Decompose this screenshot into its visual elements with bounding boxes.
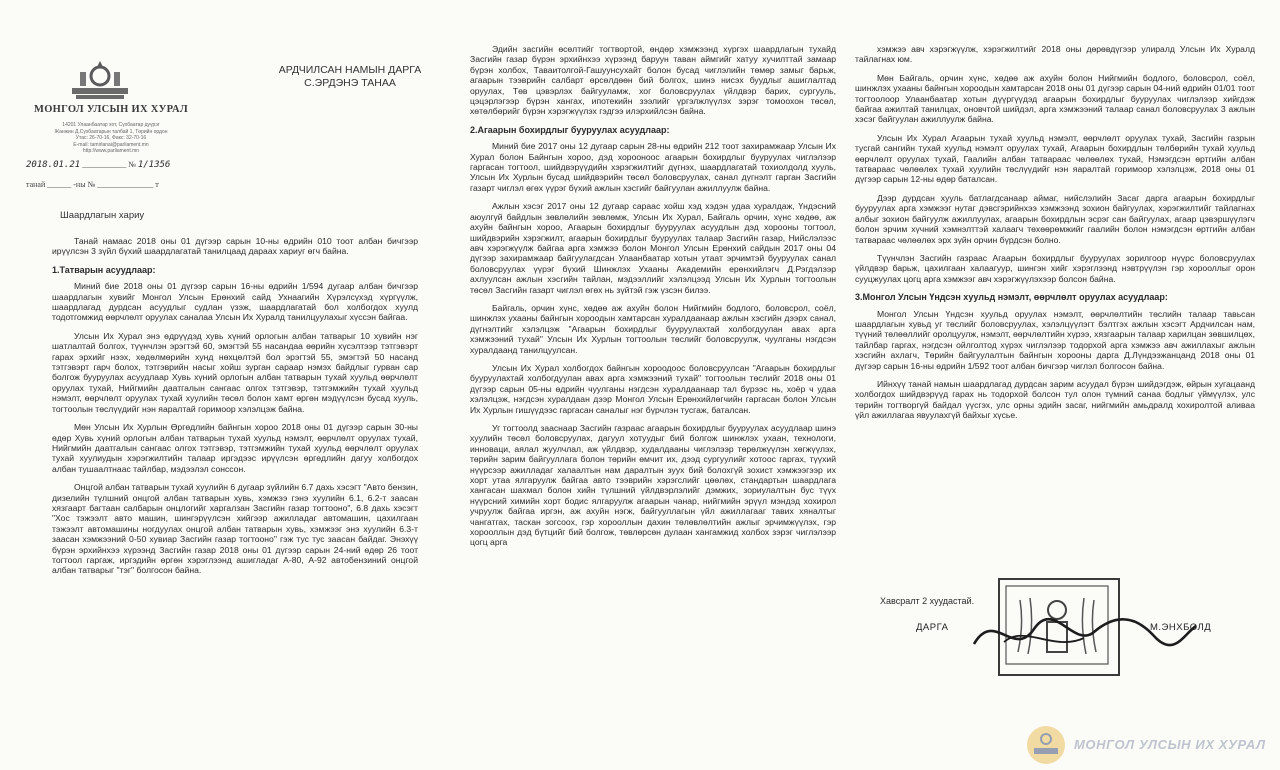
signer-name: М.ЭНХБОЛД — [1150, 622, 1212, 633]
handwritten-signature — [964, 604, 1200, 664]
paragraph: Монгол Улсын Үндсэн хуульд оруулах нэмэлт, өөрчлөлтийн төслийн талаар тавьсан шаардлагын хувьд уг төслийг боловсруулах, хэлэлцүүлэгт бэлтгэх ажлын хэсэгт Ардчилсан нам, түүний төлөөллийг оролцуулж, нэмэлт, өөрчлөлтийн хүрээ, хязгаарын талаар харилцан зөвшилцөх, тайлбар гаргах, нэгдсэн ойлголтод хүрэх чиглэлээр тодорхой арга хэмжээ авч ажиллахыг ажлын хэсгийн ахлагч, Төрийн байгуулалтын байнгын хорооны дарга Д.Лүндээжанцанд 2018 оны 01 дүгээр сарын 16-ны өдрийн 1/592 тоот албан бичгээр чиглэл болгосон байна. — [855, 308, 1255, 371]
parliament-logo-icon — [1024, 724, 1068, 766]
reply-reference-line: танай ______ -ны № ______________ т — [26, 180, 159, 189]
reg-sep: № — [128, 160, 136, 169]
document-heading: Шаардлагын хариу — [60, 210, 145, 221]
paragraph: Танай намаас 2018 оны 01 дүгээр сарын 10-ны өдрийн 010 тоот албан бичгээр ирүүлсэн 3 зүйл бүхий шаардлагатай танилцаад дараах хариуг өгч байна. — [52, 236, 418, 257]
paragraph: Ийнхүү танай намын шаардлагад дурдсан зарим асуудал бүрэн шийдэгдэж, өйрын хугацаанд холбогдох шийдвэрүүд гарах нь тодорхой болсон тул олон түмний санаа бодлыг үймүүлэх, улс төрийн тогтворгүй байдал үүсгэх, улс орны эдийн засаг, нийгмийн амьдралд хохиролтой аливаа үйл ажиллагаа явуулахгүй байхыг хүсье. — [855, 378, 1255, 421]
reg-date: 2018.01.21 — [26, 160, 81, 170]
signer-title: ДАРГА — [916, 622, 949, 633]
registration-line: 2018.01.21 ___________ № 1/1356 — [26, 160, 171, 170]
paragraph: Миний бие 2017 оны 12 дугаар сарын 28-ны өдрийн 212 тоот захирамжаар Улсын Их Хурал болон Байнгын хороо, дэд хорооноос агаарын бохирдлыг бууруулах чиглэлээр гаргасан тогтоол, шийдвэрүүдийн хэрэгжилтийг дүгнэх, шаардлагатай тохиолдолд хууль, Улсын Их Хурлын бусад шийдвэрийн төсөл боловсруулах, санал дүгнэлт гарган Засгийн газарт чиглэл өгөх үүрэг бүхий ажлын хэсгийг байгуулан ажиллуулж байна. — [470, 141, 836, 193]
paragraph: Мөн Улсын Их Хурлын Өргөдлийн байнгын хороо 2018 оны 01 дүгээр сарын 30-ны өдөр Хувь хүний орлогын албан татварын тухай хуульд нэмэлт, өөрчлөлт оруулах тухай, Нийгмийн даатгалын сангаас олгох тэтгэвэр, тэтгэмжийн тухай хуульд өөрчлөлт оруулах тухай хуулиудын хэрэгжилтийн талаар иргэдээс ирүүлсэн өргөдлийн дагуу холбогдох албан тушаалтнаас тайлбар, мэдээлэл сонссон. — [52, 422, 418, 474]
paragraph: хэмжээ авч хэрэгжүүлж, хэрэгжилтийг 2018 оны дөрөвдүгээр улиралд Улсын Их Хуралд тайлагнах юм. — [855, 44, 1255, 65]
address-line: E-mail: tamirlanai@parliament.mn — [73, 141, 149, 148]
paragraph: Онцгой албан татварын тухай хуулийн 6 дугаар зүйлийн 6.7 дахь хэсэгт "Авто бензин, дизелийн түлшний онцгой албан татварын хувь, хэмжээ гэнэ хуулийн 6.1, 6.2-т заасан хязгаарт багтаан салбарын онцлогийг харгалзан Засгийн газар тогтооно", 6.8 дахь хэсэгт "Хос тэжээлт авто машин, шингэрүүлсэн хийгээр ажилладаг автомашин, цахилгаан тэжээлт автомашины ногдуулах онцгой албан татварын хувь, хэмжээг энэ хуулийн 6.3-т заасан хэмжээний 0-50 хувиар Засгийн газар тогтооно" гэж тус тус заасан байдаг. Энэхүү бүрэн эрхийнхээ хүрээнд Засгийн газар 2018 оны 01 дүгээр сарын 24-ний өдөр 26 тоот тогтоол гаргаж, иргэдийн өргөн хэрэглээнд ашигладаг А-80, А-92 автобензиний онцгой албан татварыг "тэг" болгосон байна. — [52, 482, 418, 576]
attachment-note: Хавсралт 2 хуудастай. — [880, 596, 975, 606]
address-line: Утас: 26-70-16, Факс: 32-70-16 — [75, 135, 147, 142]
paragraph: Улсын Их Хурал энэ өдрүүдэд хувь хүний орлогын албан татварыг 10 хувийн нэг шатлалтай болгох, түүнчлэн эрэгтэй 60, эмэгтэй 55 насандаа өөрийн хүсэлтээр тэтгэвэрт гарах эрхийг нээх, хөдөлмөрийн хунд нөхцөлтэй бол эрэгтэй 55, эмэгтэй 50 насанд тэтгэвэрт гарч болох, тэтгэврийн насыг хойш зурган сараар нэмэх байдлыг гурван сар болгож бууруулах асуудлаар Хувь хүний орлогын албан татварын тухай хуульд өөрчлөлт оруулах тухай, Нийгмийн даатгалын сангаас олгох тэтгэвэр, тэтгэмжийн тухай хуульд нэмэлт, өөрчлөлт оруулах тухай хуулийн төсөл болон хамт өргөн мэдүүлсэн бусад хууль, тогтоолын төслүүдийг нэн яаралтай горимоор хэлэлцэж байна. — [52, 330, 418, 414]
address-block — [26, 122, 196, 155]
paragraph: Улсын Их Хурал холбогдох байнгын хороодоос боловсруулсан "Агаарын бохирдлыг бууруулахтай холбогдуулан авах арга хэмжээний тухай" тогтоолын төслийг 2018 оны 01 дүгээр сарын 05-ны өдрийн чуулганы нэгдсэн хуралдаанаар тал бүрээс нь, хоёр ч удаа хэлэлцэж, нэгдсэн хуралдаан дээр Монгол Улсын Ерөнхийлөгчийн гаргасан болон Улсын Их Хурлын гишүүдээс гаргасан саналыг нэг бүрчлэн тусгаж, баталсан. — [470, 362, 836, 415]
recipient-block — [250, 64, 450, 90]
paragraph: Улсын Их Хурал Агаарын тухай хуульд нэмэлт, өөрчлөлт оруулах тухай, Засгийн газрын тусгай сангийн тухай хуульд нэмэлт оруулах тухай, Агаарын бохирдлын төлбөрийн тухай хуульд өөрчлөлт оруулах тухай, Гаалийн албан татвараас чөлөөлөх тухай, Нэмэгдсэн өртгийн албан татвараас чөлөөлөх тухай хуулийн төслүүдийг нэн яаралтай горимоор хэлэлцэж, 2018 оны 01 дүгээр сарын 12-ны өдөр баталсан. — [855, 132, 1255, 185]
text-column-3 — [855, 44, 1255, 429]
org-name: МОНГОЛ УЛСЫН ИХ ХУРАЛ — [33, 104, 189, 115]
paragraph: Миний бие 2018 оны 01 дүгээр сарын 16-ны өдрийн 1/594 дугаар албан бичгээр шаардлагын хувийг Монгол Улсын Ерөнхий сайд Ухнаагийн Хүрэлсүхэд хүргүүлж, шаардлагад дурдсан асуудлыг судлан үзэж, шаардлагатай бол холбогдох хуулд тодотгомжид өөрчлөлт оруулах саналаа Улсын Их Хуралд танилцуулахыг хүссэн байгаа. — [52, 281, 418, 323]
soyombo-emblem-icon — [70, 58, 130, 102]
paragraph: Эдийн засгийн өсөлтийг тогтвортой, өндөр хэмжээнд хүргэх шаардлагын тухайд Засгийн газар бүрэн эрхийнхээ хүрээнд баруун таван аймгийг хатуу хучилттай замаар бүрэн холбох, Таваитолгой-Гашуунсухайт болон бусад чиглэлийн төмөр замыг барьж, агаарын тээврийн салбарт өрсөлдөөн бий болгох, шинэ нисэх буудлыг ашиглалтад оруулах, Төв цэвэрлэх байгууламж, хог боловсруулах үйлдвэр барих, сургууль, цэцэрлэгээр бүрэн хангах, ипотекийн зээлийг үргэлжлүүлэх зэрэг томоохон төсөл, хөтөлбөрийг бүрэн хэрэгжүүлэх гэдгээ илэрхийлсэн байна. — [470, 44, 836, 117]
paragraph: Түүнчлэн Засгийн газраас Агаарын бохирдлыг бууруулах зорилгоор нүүрс боловсруулах үйлдвэр барьж, цахилгаан халаагуур, шингэн хийг хэрэглээнд нэвтрүүлэн гэр хорооллыг орон сууцжуулах цогц арга хэмжээг авч хэрэгжүүлэхээр болсон байна. — [855, 252, 1255, 284]
text-column-1 — [52, 236, 418, 584]
section-title: 3.Монгол Улсын Үндсэн хуульд нэмэлт, өөрчлөлт оруулах асуудлаар: — [855, 292, 1168, 303]
section-title: 2.Агаарын бохирдлыг бууруулах асуудлаар: — [470, 124, 670, 135]
paragraph: Мөн Байгаль, орчин хүнс, хөдөө аж ахуйн болон Нийгмийн бодлого, боловсрол, соёл, шинжлэх ухааны байнгын хороодын хамтарсан 2018 оны 01 дүгээр сарын 04-ний өдрийн 01/01 тоот тогтоолоор Улаанбаатар хотын дүүргүүдэд агаарын бохирдлыг бууруулах чиглэлээр хийгдэж байгаа ажилтай танилцах, оновчтой шийдэл, арга хэмжээний талаар санал боловсруулах 3 ажлын хэсэг байгуулан ажиллуулж байна. — [855, 72, 1255, 125]
address-line: Жанжин Д.Сүхбаатарын талбай 1, Төрийн ордон — [54, 128, 168, 135]
section-title: 1.Татварын асуудлаар: — [52, 264, 156, 275]
address-line: 14201 Улаанбаатар хот, Сүхбаатар дүүрэг — [62, 122, 160, 128]
watermark-text: МОНГОЛ УЛСЫН ИХ ХУРАЛ — [1074, 737, 1266, 752]
address-line: http://www.parliament.mn — [82, 148, 140, 155]
reg-number: 1/1356 — [137, 160, 171, 170]
paragraph: Байгаль, орчин хүнс, хөдөө аж ахуйн болон Нийгмийн бодлого, боловсрол, соёл, шинжлэх ухааны байнгын хороодын хамтарсан хуралдаанаар ажлын хэсгийн дээрх санал, дүгнэлтийг хэлэлцэж "Агаарын бохирдлыг бууруулахтай холбогдуулан авах арга хэмжээний тухай" Улсын Их Хурлын тогтоолын төслийг боловсруулж, чуулганы нэгдсэн хуралдаанд танилцуулсан. — [470, 302, 836, 355]
text-column-2 — [470, 44, 836, 556]
recipient-title: АРДЧИЛСАН НАМЫН ДАРГА — [278, 64, 422, 76]
paragraph: Ажлын хэсэг 2017 оны 12 дугаар сараас хойш хэд хэдэн удаа хуралдаж, Үндэсний аюулгүй байдлын зөвлөлийн зөвлөмж, Улсын Их Хурал, Байгаль орчин, хүнс хөдөө, аж ахуйн байнгын хороо, Агаарын бохирдлыг бууруулах асуудлын дэд хорооны тогтоол, шийдвэрийн хэрэгжилт, агаарын бохирдлыг бууруулах талаар Засгийн газар, Нийслэлээс авч хэрэгжүүлж байгаа арга хэмжээ болон Монгол Улсын Ерөнхий сайдын 2017 оны 04 дүгээр захирамжаар байгуулагдсан Улаанбаатар хотын утаат эрчимтэй бууруулах санал боловсруулах үүрэг бүхий Шинжлэх Ухааны Академийн ерөнхийлэгч Д.Рэгдэлээр ахлуулсан ажлын хэсгийн тайлан, мэдээллийг хэлэлцээд Улсын Их Хурлын тогтоолын төсөл Засгийн газарт чиглэл өгөх нь зүйтэй гэж үзсэн билээ. — [470, 201, 836, 295]
recipient-name: С.ЭРДЭНЭ ТАНАА — [304, 77, 396, 89]
paragraph: Дээр дурдсан хууль батлагдсанаар аймаг, нийслэлийн Засаг дарга агаарын бохирдлыг бууруулах арга хэмжээг нутаг дэвсгэрийнхээ хэмжээнд зохион байгуулах, хэрэгжилтийг тайлагнах албыг зохион байгуулж ажиллуулах, агаарын бохирдлын эсрэг сан байгуулах, агаар цэвэршүүлэгч болон эрчим хүчний хэмнэлттэй халаагч төхөөрөмжийг гаалийн болон нэмэгдсэн өртгийн албан татвараас чөлөөлөх эрх зүйн орчин бүрдсэн болно. — [855, 192, 1255, 245]
paragraph: Уг тогтоолд зааснаар Засгийн газраас агаарын бохирдлыг бууруулах асуудлаар шинэ хуулийн төсөл боловсруулах, дагуул хотуудыг бий болгож шинжлэх ухаан, технологи, инноваци, аялал жуулчлал, аж үйлдвэр, худалдааны чиглэлээр төрөлжүүлэн хөгжүүлэх, төрийн зарим байгууллага болон төрийн өмчит их, дээд сургуулийг хотоос гаргах, түүхий нүүрсээр ажилладаг халаалтын нам даралтын зуух бий болохгүй зохист хэмжээгээр их хорт утаа ялгаруулж байгаа авто тээврийн хэрэгслийг цөөлөх, стандартын шаардлага хангасан шахмал болон хийн түлшний үйлдвэрлэлийг дэмжих, зориулалтын бус түүх нүүрсний химийн хорт бодис ялгаруулж агаарын чанар, нийгмийн эрүүл мэндэд хохирол учруулж байгаа иргэн, аж ахуйн нэгж, байгууллагын үйл ажиллагааг тавих хяналтыг чангатгах, таскан зогсоох, гэр хорооллын дахин төлөвлөлтийн ажлыг эрчимжүүлэх, гэр хорооллын дэд бүтцийг бий болгож, төвлөрсөн дулаан хангамжид холбох зэрэг чиглэлээр цогц арга — [470, 423, 836, 548]
